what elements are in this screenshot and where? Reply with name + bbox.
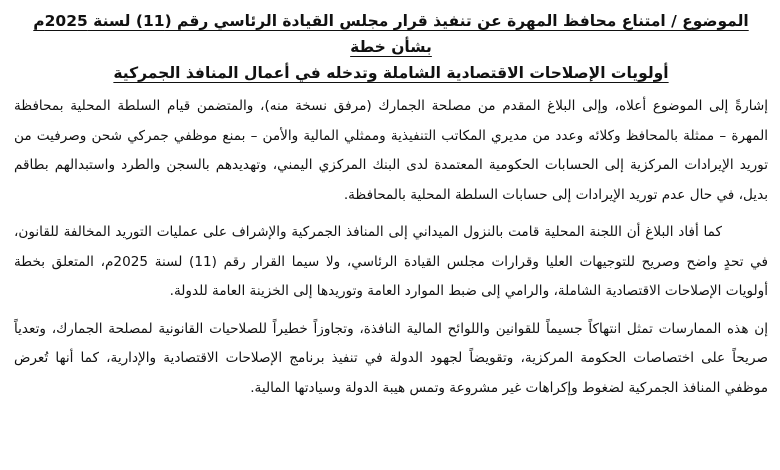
letter-subject xyxy=(14,8,768,86)
paragraph-reference: إشارةً إلى الموضوع أعلاه، وإلى البلاغ المقدم من مصلحة الجمارك (مرفق نسخة منه)، والمتضمن قيام السلطة المحلية بمحافظة المهرة – ممثلة بالمحافظ وكلائه وعدد من مديري المكاتب التنفيذية وممثلي المالية والأمن – بمنع موظفي جمركي شحن وصرفيت من توريد الإيرادات المركزية إلى الحسابات الحكومية المعتمدة لدى البنك المركزي اليمني، وتهديدهم بالسجن والطرد واستبدالهم بطاقم بديل، في حال عدم توريد الإيرادات إلى حسابات السلطة المحلية بالمحافظة. xyxy=(14,98,768,203)
paragraph-violations: إن هذه الممارسات تمثل انتهاكاً جسيماً للقوانين واللوائح المالية النافذة، وتجاوزاً خطيراً للصلاحيات القانونية لمصلحة الجمارك، وتعدياً صريحاً على اختصاصات الحكومة المركزية، وتقويضاً لجهود الدولة في تنفيذ برنامج الإصلاحات الاقتصادية والإدارية، كما أنها تُعرض موظفي المنافذ الجمركية لضغوط وإكراهات غير مشروعة وتمس هيبة الدولة وسيادتها المالية. xyxy=(14,320,768,396)
subject-line-1: الموضوع / امتناع محافظ المهرة عن تنفيذ قرار مجلس القيادة الرئاسي رقم (11) لسنة 2025م بشأن خطة xyxy=(33,12,749,56)
letter-body xyxy=(14,92,768,403)
paragraph-report-details: كما أفاد البلاغ أن اللجنة المحلية قامت بالنزول الميداني إلى المنافذ الجمركية والإشراف على عمليات التوريد المخالفة للقانون، في تحدٍ واضح وصريح للتوجيهات العليا وقرارات مجلس القيادة الرئاسي، ولا سيما القرار رقم (11) لسنة 2025م، المتعلق بخطة أولويات الإصلاحات الاقتصادية الشاملة، والرامي إلى ضبط الموارد العامة وتوريدها إلى الخزينة العامة للدولة. xyxy=(14,224,768,299)
subject-line-2: أولويات الإصلاحات الاقتصادية الشاملة وتدخله في أعمال المنافذ الجمركية xyxy=(113,64,669,82)
